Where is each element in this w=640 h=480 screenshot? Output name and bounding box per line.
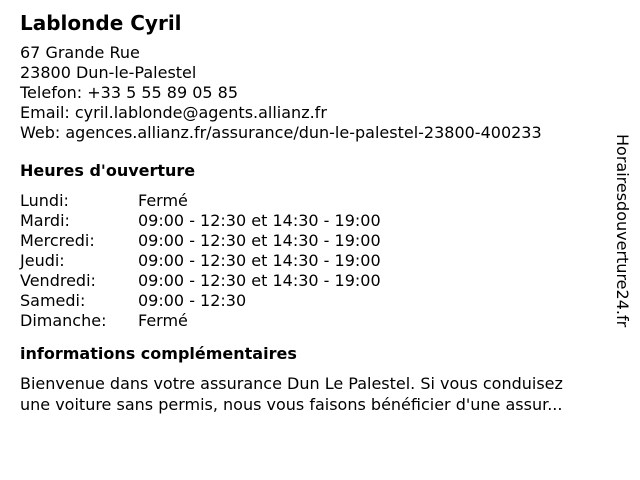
hours-day: Vendredi: [20, 271, 96, 290]
business-card [20, 9, 610, 415]
phone-line[interactable]: Telefon: +33 5 55 89 05 85 [20, 83, 239, 102]
hours-row-sunday [20, 311, 610, 331]
description-line: Bienvenue dans votre assurance Dun Le Palestel. Si vous conduisez [20, 374, 563, 393]
additional-info-heading: informations complémentaires [20, 344, 297, 363]
hours-time: 09:00 - 12:30 et 14:30 - 19:00 [138, 271, 381, 290]
hours-time: 09:00 - 12:30 et 14:30 - 19:00 [138, 231, 381, 250]
hours-time: Fermé [138, 311, 188, 330]
hours-row-thursday [20, 251, 610, 271]
hours-row-saturday [20, 291, 610, 311]
hours-day: Mercredi: [20, 231, 95, 250]
hours-day: Jeudi: [20, 251, 65, 270]
site-watermark: Horairesdouverture24.fr [613, 134, 632, 328]
website-line[interactable]: Web: agences.allianz.fr/assurance/dun-le-palestel-23800-400233 [20, 123, 542, 142]
address-city: 23800 Dun-le-Palestel [20, 63, 197, 82]
business-name: Lablonde Cyril [20, 11, 182, 35]
email-line[interactable]: Email: cyril.lablonde@agents.allianz.fr [20, 103, 327, 122]
hours-day: Mardi: [20, 211, 70, 230]
hours-time: 09:00 - 12:30 et 14:30 - 19:00 [138, 251, 381, 270]
hours-day: Dimanche: [20, 311, 107, 330]
description-text [20, 373, 620, 415]
address-street: 67 Grande Rue [20, 43, 140, 62]
hours-row-friday [20, 271, 610, 291]
hours-day: Samedi: [20, 291, 86, 310]
hours-time: 09:00 - 12:30 et 14:30 - 19:00 [138, 211, 381, 230]
hours-row-monday [20, 191, 610, 211]
hours-time: 09:00 - 12:30 [138, 291, 247, 310]
hours-time: Fermé [138, 191, 188, 210]
opening-hours-table [20, 191, 610, 331]
hours-row-wednesday [20, 231, 610, 251]
description-line: une voiture sans permis, nous vous faisons bénéficier d'une assur... [20, 395, 563, 414]
opening-hours-heading: Heures d'ouverture [20, 161, 196, 180]
hours-day: Lundi: [20, 191, 69, 210]
hours-row-tuesday [20, 211, 610, 231]
